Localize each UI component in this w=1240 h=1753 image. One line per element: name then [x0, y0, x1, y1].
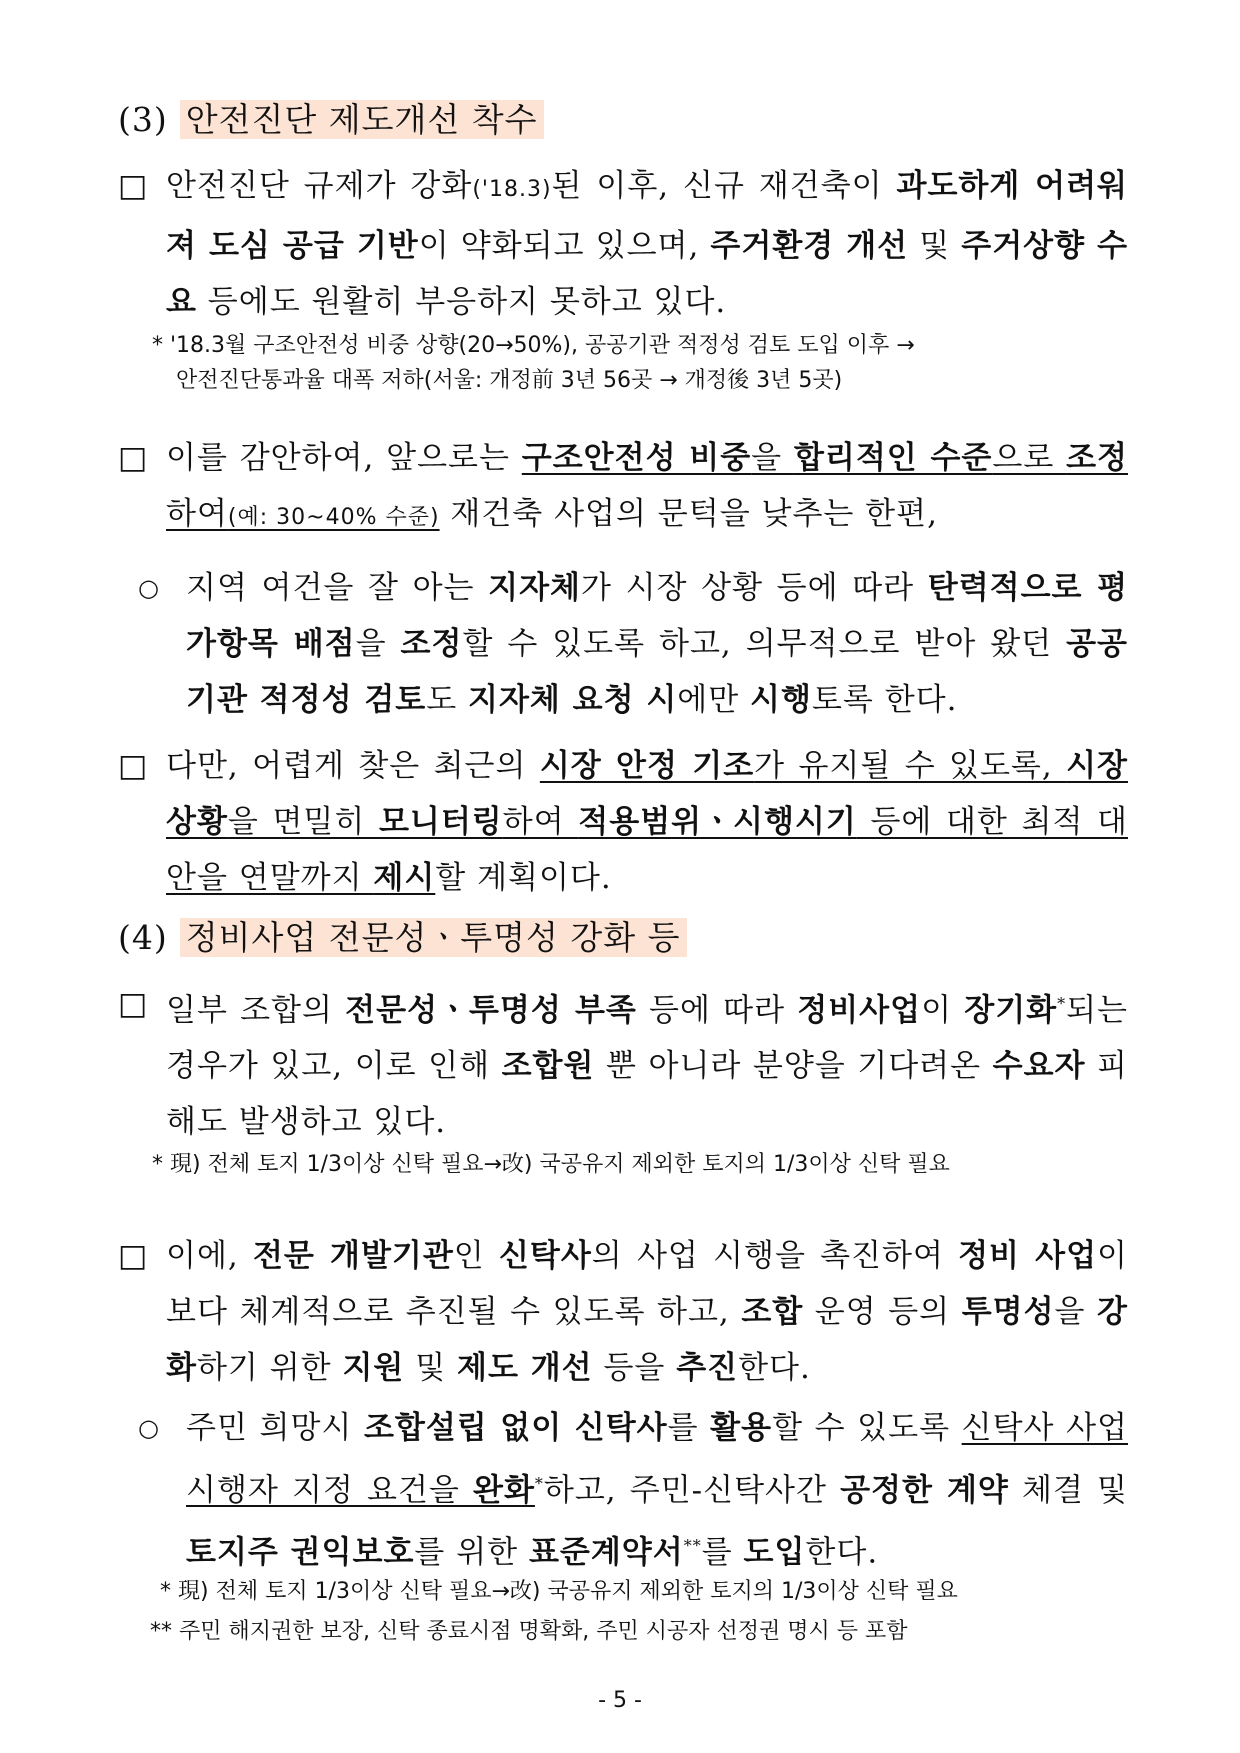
text: 되는 경우가 있고, 이로 인해: [166, 992, 1128, 1085]
footnote-line: ** 주민 해지권한 보장, 신탁 종료시점 명확화, 주민 시공자 선정권 명시 등 포함: [150, 1619, 908, 1644]
footnote: [152, 328, 1112, 398]
emphasis: 도입: [743, 1534, 806, 1571]
emphasis: 조정: [1066, 440, 1128, 476]
section-4-heading: [118, 916, 687, 960]
text: 한다.: [805, 1534, 879, 1571]
text: 하기 위한: [196, 1350, 343, 1386]
text: 재건축 사업의 문턱을 낮추는 한편,: [439, 496, 938, 532]
text: 을: [355, 626, 401, 662]
text: 을: [428, 1472, 473, 1509]
emphasis: 시장 안정 기조: [539, 748, 755, 784]
emphasis: 주거상향 수요: [166, 228, 1129, 320]
text: 및: [908, 228, 962, 264]
emphasis: 주거환경 개선: [710, 228, 909, 264]
text: 피해도 발생하고 있다.: [166, 1048, 1128, 1141]
footnote-line: * '18.3월 구조안전성 비중 상향(20→50%), 공공기관 적정성 검토 도입 이후 →: [152, 333, 915, 358]
footnote-line: * 現) 전체 토지 1/3이상 신탁 필요→改) 국공유지 제외한 토지의 1/3이상 신탁 필요: [152, 1152, 950, 1177]
emphasis: 공정한 계약: [840, 1472, 1009, 1509]
emphasis: 전문성ㆍ투명성 부족: [345, 992, 637, 1029]
emphasis: 지자체: [488, 570, 581, 606]
emphasis: 표준계약서: [528, 1534, 684, 1571]
emphasis: 투명성: [961, 1294, 1055, 1330]
text: 뿐 아니라 분양을 기다려온: [594, 1048, 993, 1085]
text: 이 보다 체계적으로 추진될 수 있도록 하고,: [166, 1238, 1128, 1330]
footnote-marker: *: [534, 1474, 544, 1493]
paragraph: [118, 158, 1128, 330]
footnote-line: * 現) 전체 토지 1/3이상 신탁 필요→改) 국공유지 제외한 토지의 1/3이상 신탁 필요: [160, 1579, 958, 1604]
footnote-marker: *: [1057, 994, 1067, 1013]
emphasis: 구조안전성 비중: [521, 440, 752, 476]
section-number: (4): [118, 918, 168, 957]
section-title: 안전진단 제도개선 착수: [180, 100, 544, 139]
text: 를: [667, 1410, 711, 1446]
text: 으로: [992, 440, 1067, 476]
emphasis: 정비 사업: [958, 1238, 1098, 1274]
text: ('18.3): [472, 177, 552, 202]
emphasis: 정비사업: [797, 992, 922, 1029]
emphasis: 수요자: [992, 1048, 1086, 1085]
emphasis: 과도하게 어려워져 도심 공급 기반: [166, 168, 1128, 264]
text: 를 위한: [414, 1534, 529, 1571]
text: 지역 여건을 잘 아는: [186, 570, 489, 606]
text: 토록 한다.: [811, 682, 958, 718]
emphasis: 전문 개발기관: [252, 1238, 454, 1274]
footnote: [150, 1614, 1110, 1649]
emphasis: 추진: [676, 1350, 739, 1386]
emphasis: 토지주 권익보호: [186, 1534, 415, 1571]
text: 가 유지될 수 있도록,: [754, 748, 1067, 784]
circle-bullet-icon: ○: [138, 1414, 160, 1442]
text: 을 면밀히: [227, 804, 379, 840]
paragraph: [118, 430, 1128, 546]
emphasis: 장기화: [964, 992, 1058, 1029]
paragraph: [118, 1228, 1128, 1396]
text: 가 시장 상황 등에 따라: [581, 570, 928, 606]
emphasis: 지자체 요청 시: [468, 682, 678, 718]
emphasis: 조합원: [501, 1048, 595, 1085]
text: 체결 및: [1008, 1472, 1128, 1509]
text: 의 사업 시행을 촉진하여: [591, 1238, 959, 1274]
emphasis: 적용범위ㆍ시행시기: [578, 804, 857, 840]
sub-paragraph: [138, 560, 1128, 728]
emphasis: 합리적인 수준: [793, 440, 993, 476]
emphasis: 공공기관 적정성 검토: [186, 626, 1128, 718]
text: 한다.: [738, 1350, 811, 1386]
text: 할 수 있도록 하고, 의무적으로 받아 왔던: [462, 626, 1067, 662]
text: 및: [404, 1350, 458, 1386]
text: 이: [921, 992, 965, 1029]
emphasis: 탄력적으로 평가항목 배점: [186, 570, 1129, 662]
text: 인: [453, 1238, 499, 1274]
text: 안전진단 규제가 강화: [166, 168, 473, 204]
checkbox-bullet-icon: □: [118, 168, 149, 204]
footnote-line: 안전진단통과율 대폭 저하(서울: 개정前 3년 56곳 → 개정後 3년 5곳): [176, 368, 843, 393]
text: 에만: [677, 682, 751, 718]
text: 다만, 어렵게 찾은 최근의: [166, 748, 540, 784]
text: 주민 희망시: [186, 1410, 364, 1446]
section-number: (3): [118, 100, 168, 139]
text: 이 약화되고 있으며,: [418, 228, 711, 264]
text: 이를 감안하여, 앞으로는: [166, 440, 522, 476]
text: 을: [751, 440, 794, 476]
text: 하여: [166, 496, 228, 532]
checkbox-bullet-icon: □: [118, 440, 149, 476]
emphasis: 시행: [750, 682, 812, 718]
paragraph: [118, 976, 1128, 1150]
page-number: - 5 -: [598, 1688, 642, 1713]
checkbox-bullet-icon: □: [118, 986, 149, 1022]
footnote: [152, 1147, 1112, 1182]
emphasis: 완화: [473, 1472, 535, 1509]
text: 된 이후, 신규 재건축이: [551, 168, 897, 204]
text: 를: [701, 1534, 744, 1571]
underlined-text: 신탁사 사업시행자 지정 요건: [186, 1410, 1128, 1509]
checkbox-bullet-icon: □: [118, 1238, 149, 1274]
text: 하여: [502, 804, 579, 840]
circle-bullet-icon: ○: [138, 574, 160, 602]
text: 일부 조합의: [166, 992, 346, 1029]
emphasis: 조정: [400, 626, 463, 662]
footnote: [160, 1574, 1120, 1609]
text: 도: [426, 682, 469, 718]
emphasis: 조합설립 없이 신탁사: [363, 1410, 668, 1446]
emphasis: 지원: [342, 1350, 405, 1386]
emphasis: 제도 개선: [457, 1350, 593, 1386]
text: 할 계획이다.: [435, 860, 612, 896]
emphasis: 조합: [741, 1294, 804, 1330]
emphasis: 제시: [373, 860, 436, 896]
section-3-heading: [118, 98, 544, 142]
emphasis: 모니터링: [378, 804, 503, 840]
sub-paragraph: [138, 1400, 1128, 1581]
text: 이에,: [166, 1238, 253, 1274]
emphasis: 신탁사: [498, 1238, 592, 1274]
text: 운영 등의: [803, 1294, 962, 1330]
emphasis: 강화: [166, 1294, 1128, 1386]
text: 할 수 있도록: [772, 1410, 962, 1446]
text: (예: 30~40% 수준): [227, 505, 440, 530]
text: 등을: [592, 1350, 677, 1386]
emphasis: 시장 상황: [166, 748, 1128, 840]
paragraph: [118, 738, 1128, 906]
checkbox-bullet-icon: □: [118, 748, 149, 784]
text: 등에도 원활히 부응하지 못하고 있다.: [196, 284, 727, 320]
text: 을: [1054, 1294, 1098, 1330]
emphasis: 활용: [710, 1410, 773, 1446]
text: 하고, 주민-신탁사간: [543, 1472, 841, 1509]
text: 등에 따라: [636, 992, 798, 1029]
footnote-marker: **: [683, 1536, 702, 1556]
section-title: 정비사업 전문성ㆍ투명성 강화 등: [180, 918, 687, 957]
text: 등에 대한 최적 대안을 연말까지: [166, 804, 1128, 896]
